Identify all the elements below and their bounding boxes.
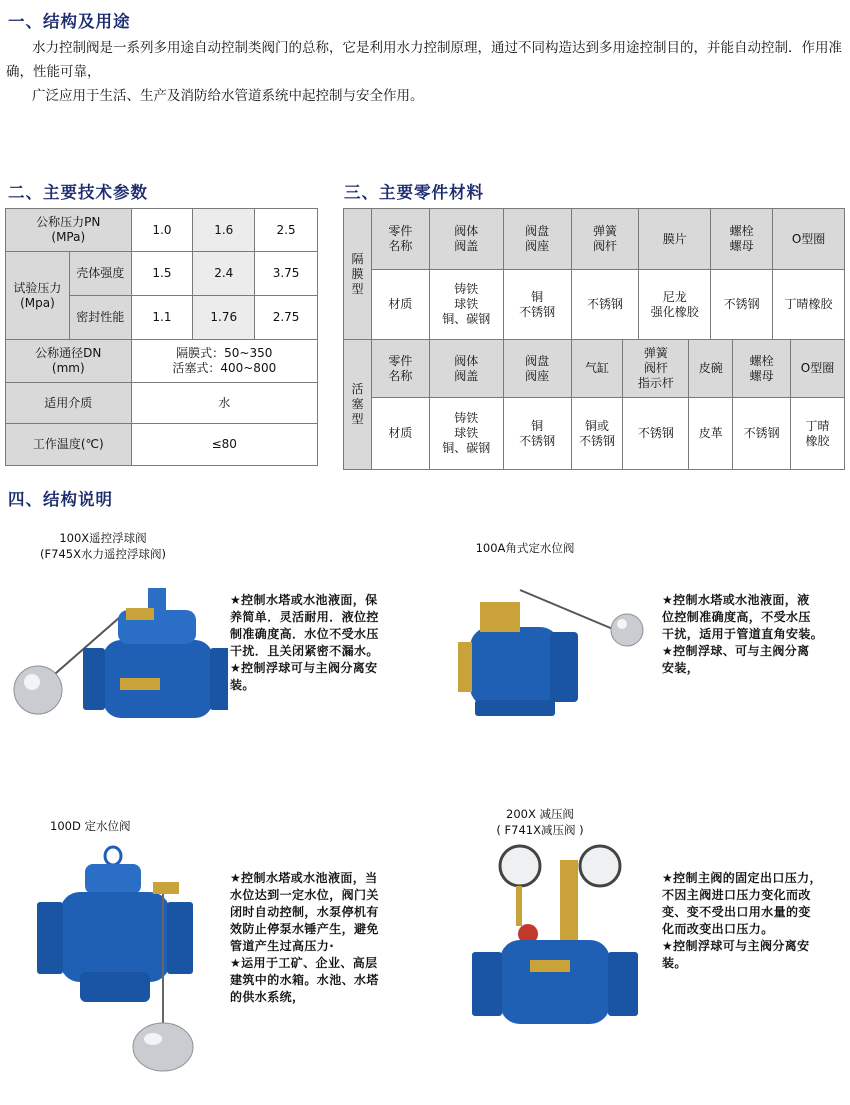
diaphragm-type-label: 隔 膜 型: [344, 209, 372, 340]
shell-value-3: 3.75: [255, 252, 318, 296]
shell-strength-label: 壳体强度: [69, 252, 131, 296]
section3-title: 三、主要零件材料: [344, 183, 484, 202]
tech-params-table: [5, 208, 318, 466]
dia-material-cell: 材质: [371, 270, 429, 340]
pis-material-cell: 铜 不锈钢: [503, 398, 571, 470]
dia-material-cell: 铜 不锈钢: [503, 270, 571, 340]
pis-header-cell: 皮碗: [689, 340, 733, 398]
pn-label: 公称压力PN (MPa): [6, 209, 132, 252]
product-1-caption: 100X遥控浮球阀 (F745X水力遥控浮球阀): [40, 531, 166, 561]
temp-label: 工作温度(℃): [6, 424, 132, 466]
product-3-description: ★控制水塔或水池液面，当 水位达到一定水位，阀门关 闭时自动控制，水泵停机有 效防止停泵水锤产生，避免 管道产生过高压力· ★运用于工矿、企业、高层 建筑中的水箱。水池、水塔 的供水系统，: [230, 871, 379, 1004]
dia-material-cell: 铸铁 球铁 铜、碳钢: [429, 270, 503, 340]
pis-header-cell: 弹簧 阀杆 指示杆: [623, 340, 689, 398]
pis-header-cell: 气缸: [571, 340, 623, 398]
piston-type-label: 活 塞 型: [344, 340, 372, 470]
pn-value-2: 1.6: [193, 209, 255, 252]
dia-material-cell: 不锈钢: [711, 270, 773, 340]
pis-material-cell: 铜或 不锈钢: [571, 398, 623, 470]
pis-material-cell: 不锈钢: [733, 398, 791, 470]
product-4-caption: 200X 减压阀 ( F741X减压阀 ): [496, 807, 584, 837]
dia-header-cell: O型圈: [773, 209, 845, 270]
diaphragm-materials-table: [343, 208, 845, 340]
dn-label: 公称通径DN (mm): [6, 340, 132, 383]
section1-title: 一、结构及用途: [8, 12, 131, 31]
product-2-caption: 100A角式定水位阀: [475, 541, 575, 555]
seal-performance-label: 密封性能: [69, 296, 131, 340]
dia-material-cell: 尼龙 强化橡胶: [639, 270, 711, 340]
pis-material-cell: 丁晴 橡胶: [791, 398, 845, 470]
product-3-caption: 100D 定水位阀: [50, 819, 131, 833]
product-4-valve-image: [460, 840, 650, 1050]
section4-title: 四、结构说明: [8, 490, 113, 509]
product-4-description: ★控制主阀的固定出口压力， 不因主阀进口压力变化而改 变、变不受出口用水量的变 化而改变出口压力。 ★控制浮球可与主阀分离安 装。: [662, 871, 822, 970]
pis-header-cell: 阀体 阀盖: [429, 340, 503, 398]
pis-material-cell: 材质: [371, 398, 429, 470]
product-1-description: ★控制水塔或水池液面，保 养简单．灵活耐用．液位控 制准确度高．水位不受水压 干扰．且关闭紧密不漏水。 ★控制浮球可与主阀分离安 装。: [230, 593, 379, 692]
section1-paragraph-2: 广泛应用于生活、生产及消防给水管道系统中起控制与安全作用。: [32, 88, 424, 104]
pis-header-cell: 螺栓 螺母: [733, 340, 791, 398]
product-2-valve-image: [440, 572, 660, 742]
temp-value: ≤80: [131, 424, 317, 466]
medium-value: 水: [131, 383, 317, 424]
dia-header-cell: 阀盘 阀座: [503, 209, 571, 270]
pis-material-cell: 不锈钢: [623, 398, 689, 470]
dia-header-cell: 螺栓 螺母: [711, 209, 773, 270]
pis-header-cell: O型圈: [791, 340, 845, 398]
pn-value-1: 1.0: [131, 209, 193, 252]
pn-value-3: 2.5: [255, 209, 318, 252]
dia-header-cell: 阀体 阀盖: [429, 209, 503, 270]
dia-header-cell: 膜片: [639, 209, 711, 270]
product-2-description: ★控制水塔或水池液面，液 位控制准确度高，不受水压 干扰，适用于管道直角安装。 ★控制浮球、可与主阀分离 安装，: [662, 593, 824, 675]
pis-material-cell: 皮革: [689, 398, 733, 470]
seal-value-1: 1.1: [131, 296, 193, 340]
pis-header-cell: 零件 名称: [371, 340, 429, 398]
dia-material-cell: 丁晴橡胶: [773, 270, 845, 340]
test-pressure-label: 试验压力 (Mpa): [6, 252, 70, 340]
pis-header-cell: 阀盘 阀座: [503, 340, 571, 398]
dn-value: 隔膜式：50~350 活塞式：400~800: [131, 340, 317, 383]
section2-title: 二、主要技术参数: [8, 183, 148, 202]
seal-value-3: 2.75: [255, 296, 318, 340]
pis-material-cell: 铸铁 球铁 铜、碳钢: [429, 398, 503, 470]
section1-paragraph-1: 水力控制阀是一系列多用途自动控制类阀门的总称，它是利用水力控制原理，通过不同构造达到多用途控制目的，并能自动控制．作用准确，性能可靠，: [6, 40, 842, 80]
dia-material-cell: 不锈钢: [571, 270, 639, 340]
shell-value-2: 2.4: [193, 252, 255, 296]
dia-header-cell: 零件 名称: [371, 209, 429, 270]
seal-value-2: 1.76: [193, 296, 255, 340]
medium-label: 适用介质: [6, 383, 132, 424]
dia-header-cell: 弹簧 阀杆: [571, 209, 639, 270]
product-1-valve-image: [8, 570, 228, 750]
shell-value-1: 1.5: [131, 252, 193, 296]
product-3-valve-image: [25, 842, 225, 1092]
piston-materials-table: [343, 339, 845, 470]
